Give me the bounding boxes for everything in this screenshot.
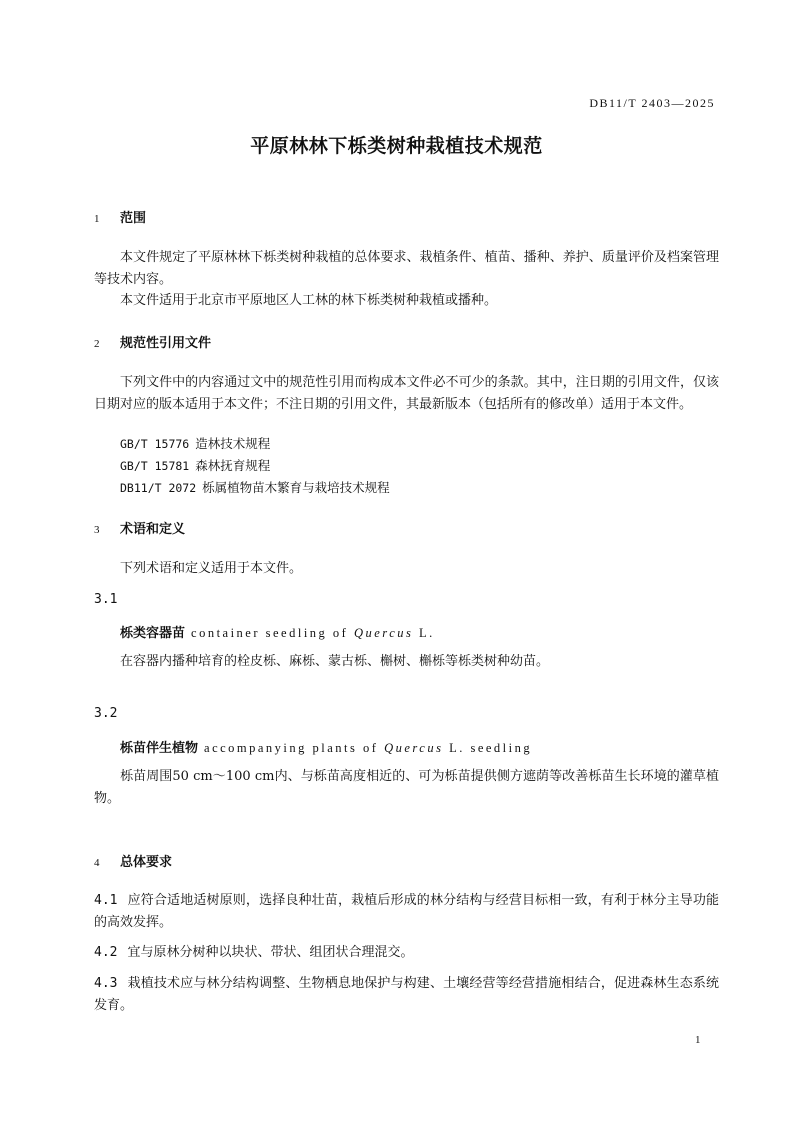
section-title: 范围 — [120, 211, 147, 226]
clause-text: 应符合适地适树原则，选择良种壮苗，栽植后形成的林分结构与经营目标相一致，有利于林分主导功能的高效发挥。 — [94, 893, 719, 930]
section-number: 1 — [94, 213, 100, 225]
section-number: 4 — [94, 857, 100, 869]
term-english: container seedling of Quercus L. — [191, 626, 435, 640]
reference-code: GB/T 15776 — [120, 437, 190, 451]
reference-code: DB11/T 2072 — [120, 481, 197, 495]
term-chinese: 栎类容器苗 — [120, 626, 186, 641]
section-number: 3 — [94, 524, 100, 536]
paragraph-text: 下列文件中的内容通过文中的规范性引用而构成本文件必不可少的条款。其中，注日期的引用文件，仅该日期对应的版本适用于本文件；不注日期的引用文件，其最新版本（包括所有的修改单）适用于本文件。 — [94, 375, 719, 412]
requirement-clause — [94, 942, 719, 964]
term-english: accompanying plants of Quercus L. seedling — [204, 741, 533, 755]
reference-title: 造林技术规程 — [195, 436, 271, 451]
term-entry — [120, 622, 435, 641]
term-definition — [94, 651, 719, 673]
clause-number: 4.2 — [94, 945, 118, 960]
reference-title: 栎属植物苗木繁育与栽培技术规程 — [202, 480, 390, 495]
section-heading-scope — [94, 207, 146, 226]
section-title: 规范性引用文件 — [120, 336, 212, 351]
requirement-clause — [94, 890, 719, 933]
paragraph-text: 栎苗周围50 cm～100 cm内、与栎苗高度相近的、可为栎苗提供侧方遮荫等改善栎苗生长环境的灌草植物。 — [94, 769, 719, 806]
term-number: 3.1 — [94, 592, 118, 607]
paragraph-text: 本文件规定了平原林林下栎类树种栽植的总体要求、栽植条件、植苗、播种、养护、质量评价及档案管理等技术内容。 — [94, 250, 719, 287]
term-chinese: 栎苗伴生植物 — [120, 741, 199, 756]
section-number: 2 — [94, 338, 100, 350]
reference-item — [120, 478, 390, 496]
section-heading-general — [94, 851, 172, 870]
terms-intro — [94, 558, 719, 580]
reference-item — [120, 456, 270, 474]
reference-title: 森林抚育规程 — [195, 458, 271, 473]
clause-number: 4.3 — [94, 976, 118, 991]
section-title: 术语和定义 — [120, 522, 186, 537]
paragraph-text: 本文件适用于北京市平原地区人工林的林下栎类树种栽植或播种。 — [120, 293, 498, 308]
standard-code: DB11/T 2403—2025 — [589, 96, 715, 110]
scope-paragraph-1 — [94, 247, 719, 290]
clause-text: 宜与原林分树种以块状、带状、组团状合理混交。 — [127, 945, 414, 960]
section-heading-normative — [94, 332, 211, 351]
normative-intro — [94, 372, 719, 415]
requirement-clause — [94, 973, 719, 1016]
clause-number: 4.1 — [94, 893, 118, 908]
reference-code: GB/T 15781 — [120, 459, 190, 473]
clause-text: 栽植技术应与林分结构调整、生物栖息地保护与构建、土壤经营等经营措施相结合，促进森林生态系统发育。 — [94, 976, 719, 1013]
section-heading-terms — [94, 518, 185, 537]
document-title: 平原林林下栎类树种栽植技术规范 — [250, 135, 543, 157]
term-number: 3.2 — [94, 706, 118, 721]
term-definition — [94, 766, 719, 809]
reference-item — [120, 434, 270, 452]
paragraph-text: 下列术语和定义适用于本文件。 — [120, 561, 303, 576]
paragraph-text: 在容器内播种培育的栓皮栎、麻栎、蒙古栎、槲树、槲栎等栎类树种幼苗。 — [120, 654, 550, 669]
page-number: 1 — [695, 1034, 701, 1046]
term-entry — [120, 737, 532, 756]
scope-paragraph-2 — [94, 290, 719, 312]
section-title: 总体要求 — [120, 855, 173, 870]
